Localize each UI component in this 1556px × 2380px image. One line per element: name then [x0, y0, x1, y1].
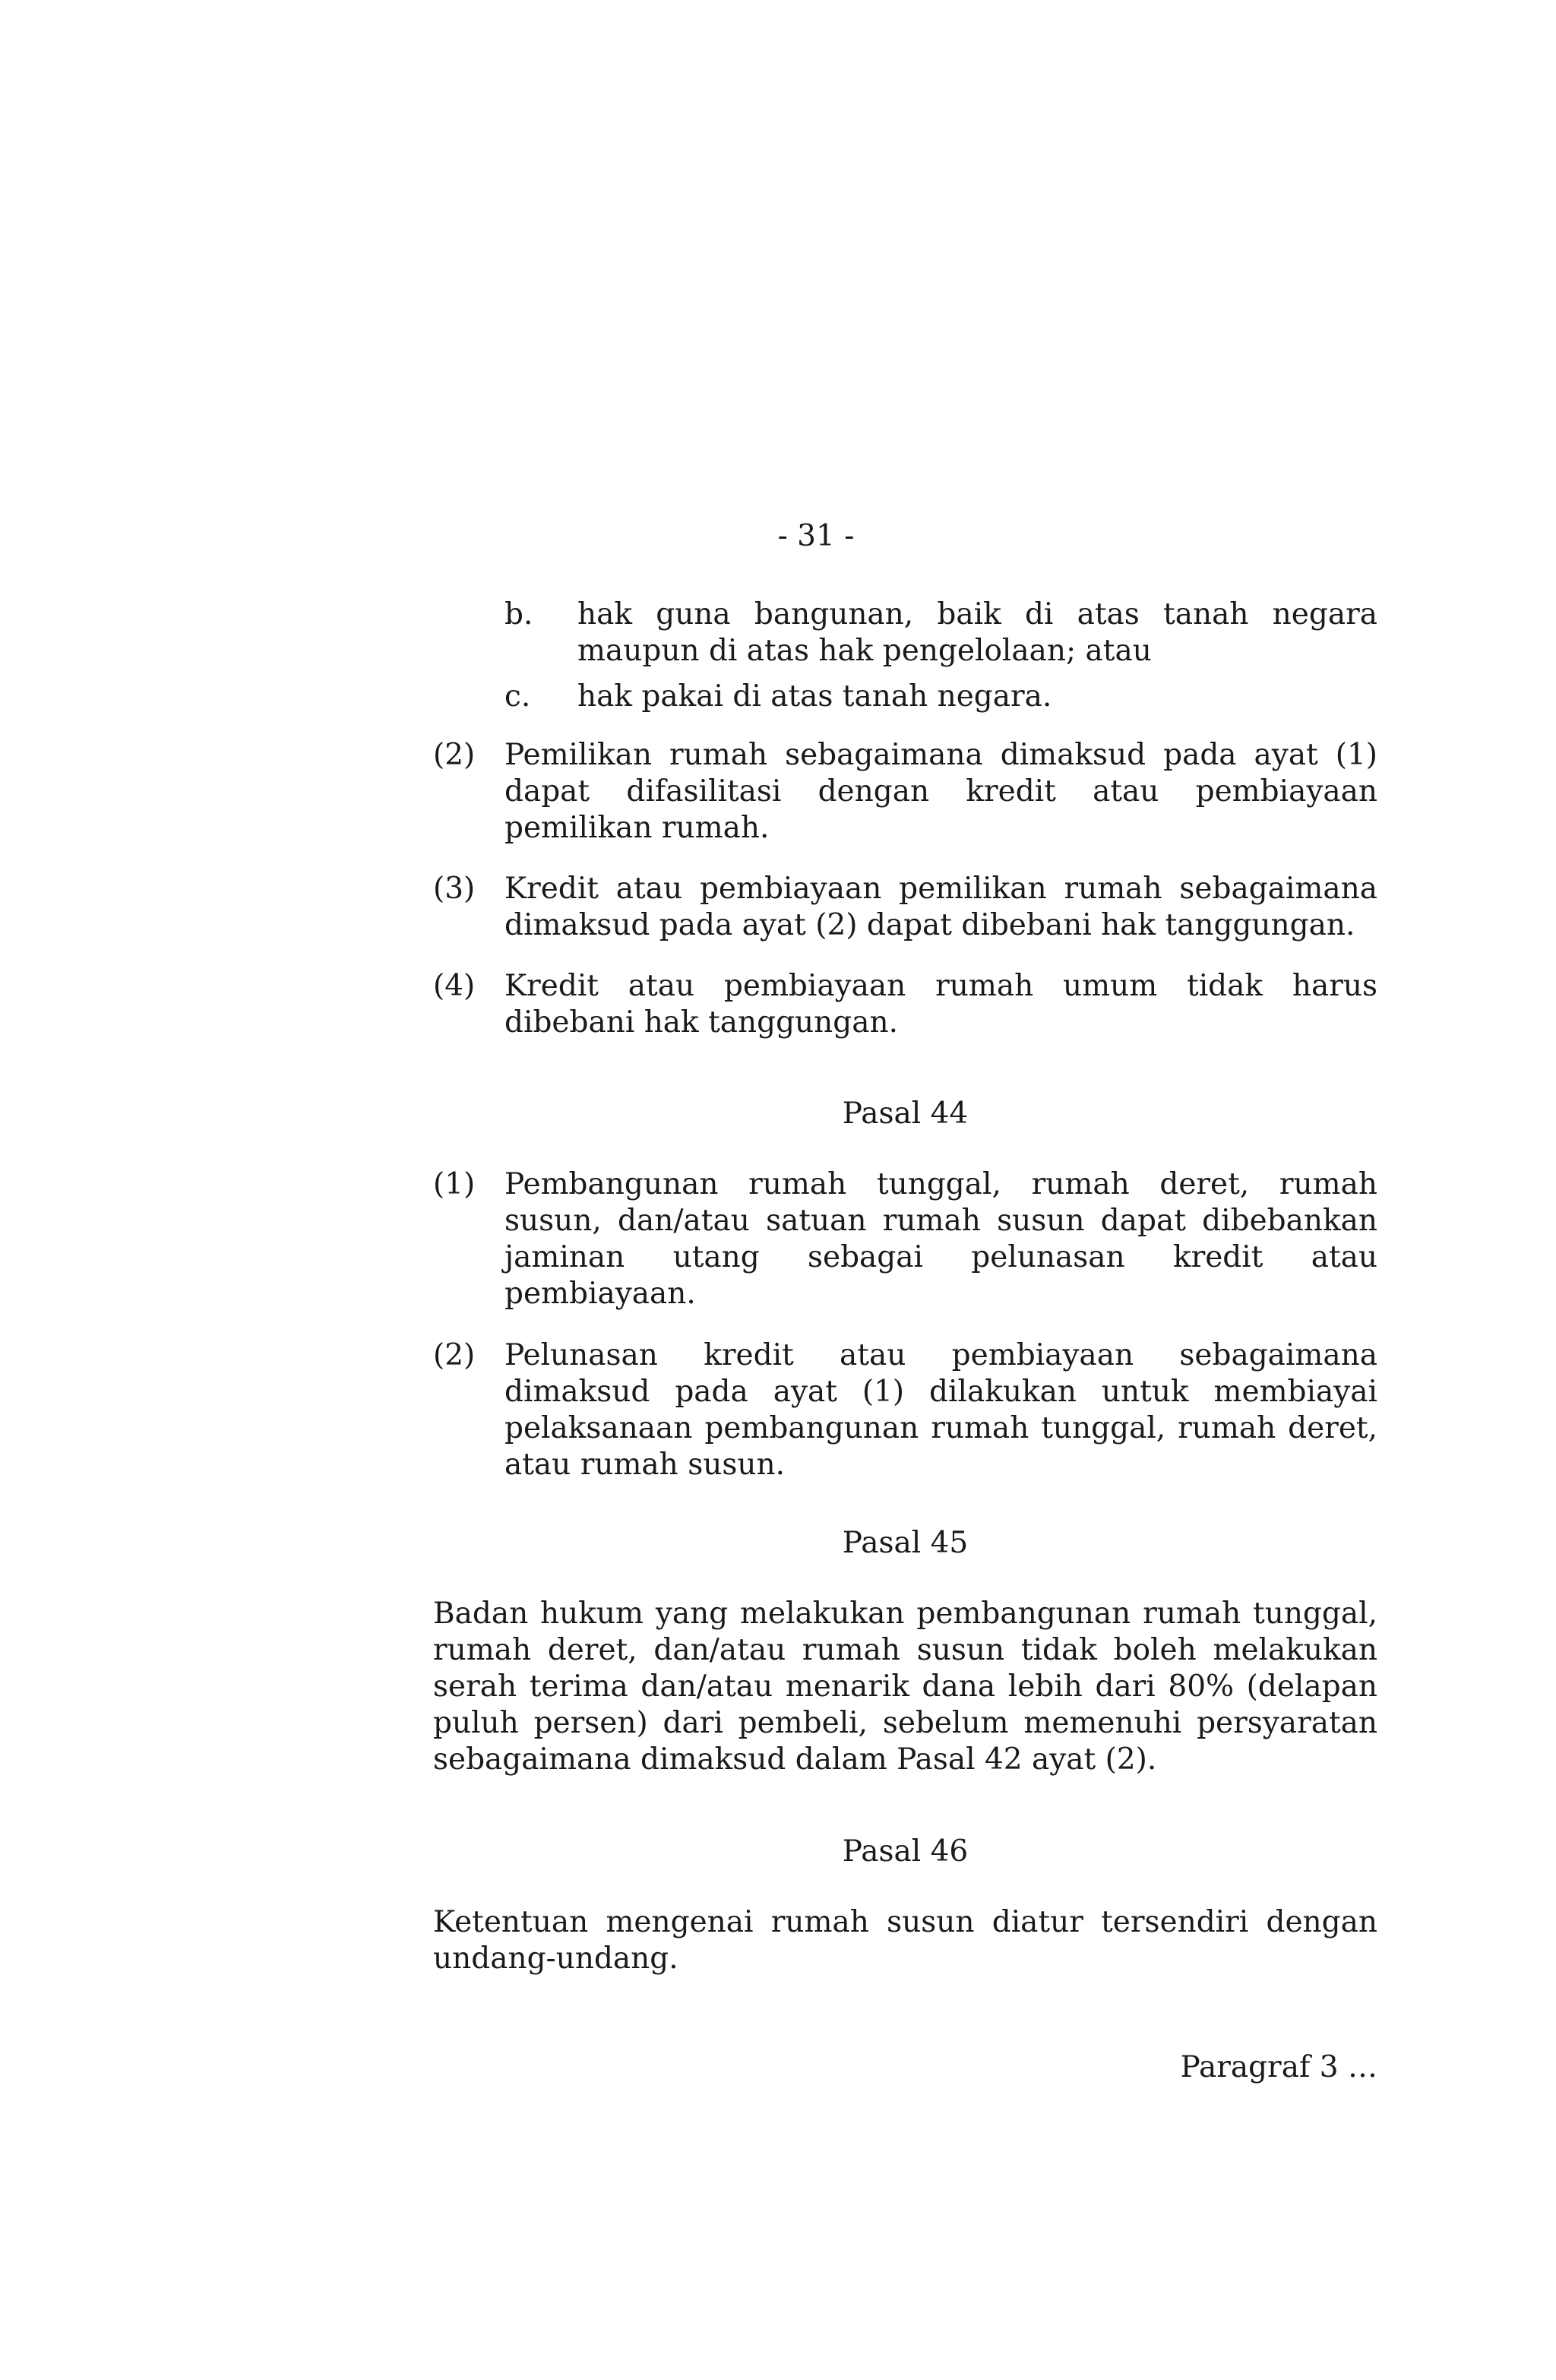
paragraph-item — [433, 737, 1377, 847]
paragraph: Badan hukum yang melakukan pembangunan rumah tunggal, rumah deret, dan/atau rumah susun tidak boleh melakukan serah terima dan/atau menarik dana lebih dari 80% (delapan puluh persen) dari pembeli, sebelum memenuhi persyaratan sebagaimana dimaksud dalam Pasal 42 ayat (2). — [433, 1597, 1377, 1777]
paragraph-item — [433, 1337, 1377, 1483]
page-number: - 31 - — [777, 519, 855, 553]
item-text: Pelunasan kredit atau pembiayaan sebagaimana dimaksud pada ayat (1) dilakukan untuk membiayai pelaksanaan pembangunan rumah tunggal, rumah deret, atau rumah susun. — [504, 1338, 1377, 1482]
subitem-list — [433, 597, 1377, 715]
item-number: (3) — [433, 872, 476, 906]
list-item — [433, 679, 1377, 715]
subitem-letter: c. — [504, 679, 531, 714]
item-text: Kredit atau pembiayaan rumah umum tidak harus dibebani hak tanggungan. — [504, 969, 1377, 1040]
item-text: Pembangunan rumah tunggal, rumah deret, rumah susun, dan/atau satuan rumah susun dapat dibebankan jaminan utang sebagai pelunasan kredit atau pembiayaan. — [504, 1167, 1377, 1311]
item-number: (2) — [433, 1338, 476, 1372]
subitem-letter: b. — [504, 597, 533, 631]
paragraph-item — [433, 871, 1377, 944]
item-number: (1) — [433, 1167, 476, 1201]
section-heading: Pasal 45 — [842, 1526, 969, 1560]
next-page-reference: Paragraf 3 … — [1180, 2050, 1377, 2084]
list-item — [433, 597, 1377, 669]
item-number: (4) — [433, 969, 476, 1003]
subitem-text: hak pakai di atas tanah negara. — [577, 679, 1052, 714]
item-text: Kredit atau pembiayaan pemilikan rumah sebagaimana dimaksud pada ayat (2) dapat dibebani hak tanggungan. — [504, 872, 1377, 942]
item-number: (2) — [433, 738, 476, 772]
paragraph-item — [433, 1166, 1377, 1312]
section-heading: Pasal 44 — [842, 1097, 969, 1131]
subitem-text: hak guna bangunan, baik di atas tanah negara maupun di atas hak pengelolaan; atau — [577, 597, 1377, 668]
paragraph-item — [433, 968, 1377, 1041]
item-text: Pemilikan rumah sebagaimana dimaksud pada ayat (1) dapat difasilitasi dengan kredit atau pembiayaan pemilikan rumah. — [504, 738, 1377, 845]
section-heading: Pasal 46 — [842, 1834, 969, 1869]
paragraph: Ketentuan mengenai rumah susun diatur tersendiri dengan undang-undang. — [433, 1905, 1377, 1976]
